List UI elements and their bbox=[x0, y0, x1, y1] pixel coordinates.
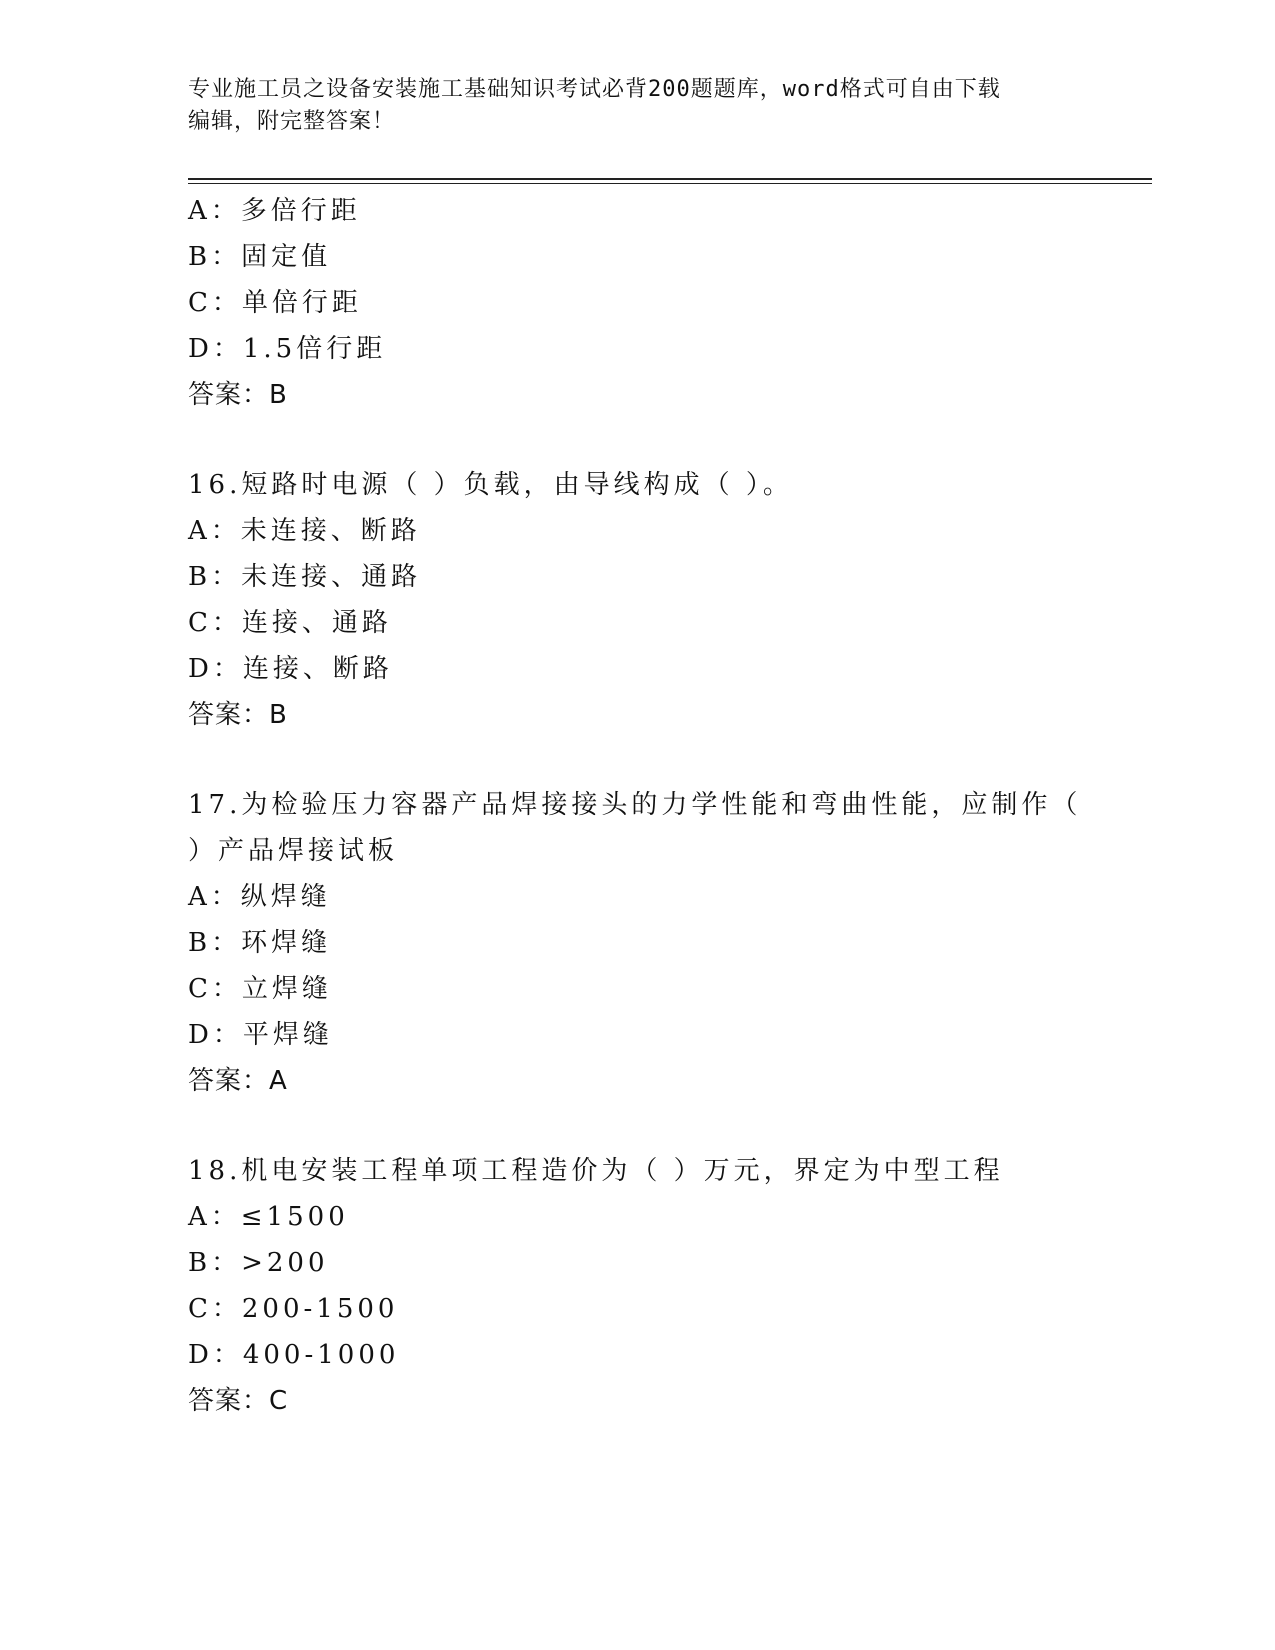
question-list bbox=[188, 188, 1088, 1424]
answer-line: 答案：B bbox=[188, 700, 288, 730]
header-divider-thin bbox=[188, 183, 1152, 184]
option-c: C：立焊缝 bbox=[188, 974, 332, 1004]
answer-line: 答案：B bbox=[188, 380, 288, 410]
option-b: B：环焊缝 bbox=[188, 928, 332, 958]
document-header bbox=[188, 74, 1088, 138]
header-divider-thick bbox=[188, 178, 1152, 180]
option-c: C：单倍行距 bbox=[188, 288, 362, 318]
question-block-17 bbox=[188, 782, 1088, 1104]
option-c: C：连接、通路 bbox=[188, 608, 392, 638]
question-stem: 18.机电安装工程单项工程造价为（ ）万元，界定为中型工程 bbox=[188, 1156, 1004, 1186]
spacer bbox=[188, 418, 1088, 462]
answer-line: 答案：A bbox=[188, 1066, 288, 1096]
question-stem: 16.短路时电源（ ）负载，由导线构成（ ）。 bbox=[188, 470, 793, 500]
option-d: D：连接、断路 bbox=[188, 654, 393, 684]
answer-line: 答案：C bbox=[188, 1386, 289, 1416]
spacer bbox=[188, 1104, 1088, 1148]
option-b: B：固定值 bbox=[188, 242, 332, 272]
spacer bbox=[188, 738, 1088, 782]
option-a: A：纵焊缝 bbox=[188, 882, 331, 912]
option-a: A：多倍行距 bbox=[188, 196, 361, 226]
option-b: B：>200 bbox=[188, 1248, 329, 1278]
header-line-2: 编辑，附完整答案！ bbox=[188, 109, 396, 134]
option-a: A：≤1500 bbox=[188, 1202, 349, 1232]
option-a: A：未连接、断路 bbox=[188, 516, 421, 546]
option-d: D：400-1000 bbox=[188, 1340, 400, 1370]
option-c: C：200-1500 bbox=[188, 1294, 399, 1324]
question-block-15 bbox=[188, 188, 1088, 418]
question-stem-line-2: ）产品焊接试板 bbox=[188, 836, 399, 866]
question-block-18 bbox=[188, 1148, 1088, 1424]
header-line-1: 专业施工员之设备安装施工基础知识考试必背200题题库，word格式可自由下载 bbox=[188, 77, 1001, 102]
question-stem-line-1: 17.为检验压力容器产品焊接接头的力学性能和弯曲性能，应制作（ bbox=[188, 790, 1082, 820]
option-d: D：平焊缝 bbox=[188, 1020, 333, 1050]
question-block-16 bbox=[188, 462, 1088, 738]
option-b: B：未连接、通路 bbox=[188, 562, 422, 592]
option-d: D：1.5倍行距 bbox=[188, 334, 387, 364]
